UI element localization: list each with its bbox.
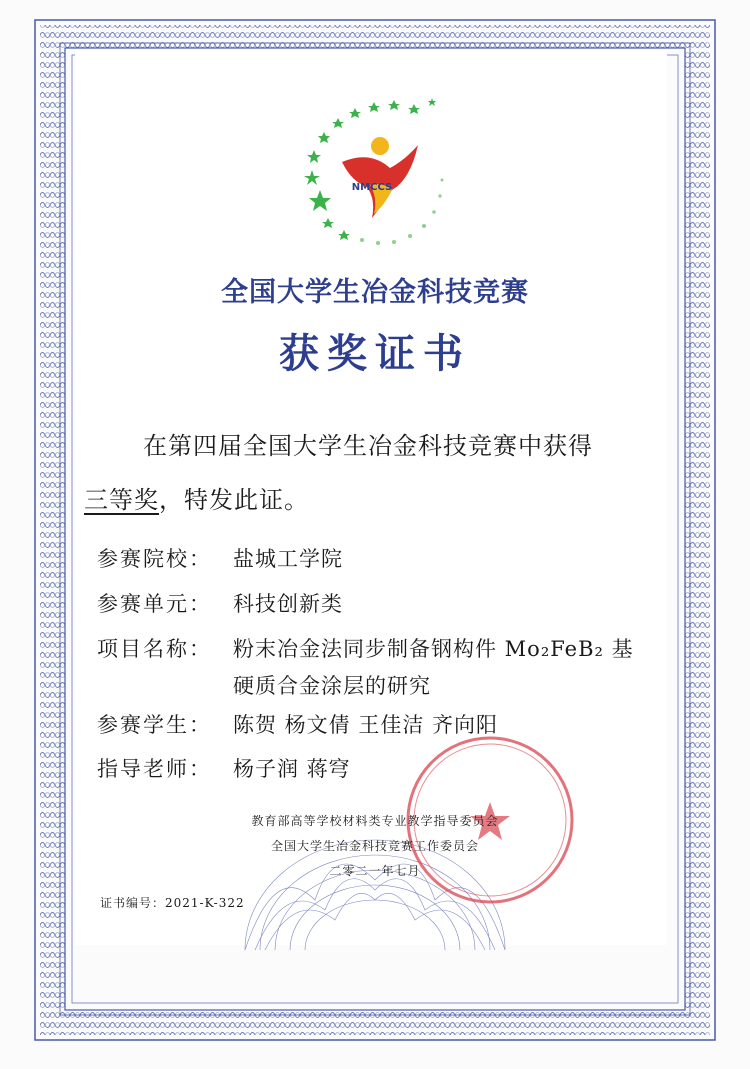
field-value-students: 陈贺 杨文倩 王佳洁 齐向阳 — [233, 713, 499, 737]
award-statement-line2 — [84, 480, 309, 515]
field-value-school: 盐城工学院 — [233, 547, 343, 571]
field-label-project: 项目名称： — [97, 637, 212, 661]
certificate-heading: 获奖证书 — [279, 331, 471, 377]
field-label-category: 参赛单元： — [97, 592, 212, 616]
field-value-advisors: 杨子润 蒋穹 — [233, 757, 351, 781]
nmccs-logo — [300, 90, 450, 250]
logo-text: NMCCS — [351, 182, 393, 193]
award-statement-tail: ，特发此证。 — [159, 486, 309, 514]
organizer-2: 全国大学生冶金科技竞赛工作委员会 — [270, 839, 479, 853]
field-label-school: 参赛院校： — [97, 547, 212, 571]
organizer-1: 教育部高等学校材料类专业教学指导委员会 — [251, 814, 499, 828]
field-value-project-line1: 粉末冶金法同步制备钢构件 Mo₂FeB₂ 基 — [233, 637, 634, 661]
certificate-number: 证书编号：2021-K-322 — [100, 896, 245, 910]
field-label-students: 参赛学生： — [97, 713, 212, 737]
competition-title: 全国大学生冶金科技竞赛 — [221, 277, 529, 308]
field-value-project-line2: 硬质合金涂层的研究 — [233, 674, 431, 698]
field-label-advisors: 指导老师： — [97, 757, 212, 781]
issue-date: 二零二一年七月 — [329, 864, 421, 878]
award-statement-line1: 在第四届全国大学生冶金科技竞赛中获得 — [143, 432, 593, 460]
award-level: 三等奖 — [84, 486, 159, 514]
field-value-category: 科技创新类 — [233, 592, 343, 616]
